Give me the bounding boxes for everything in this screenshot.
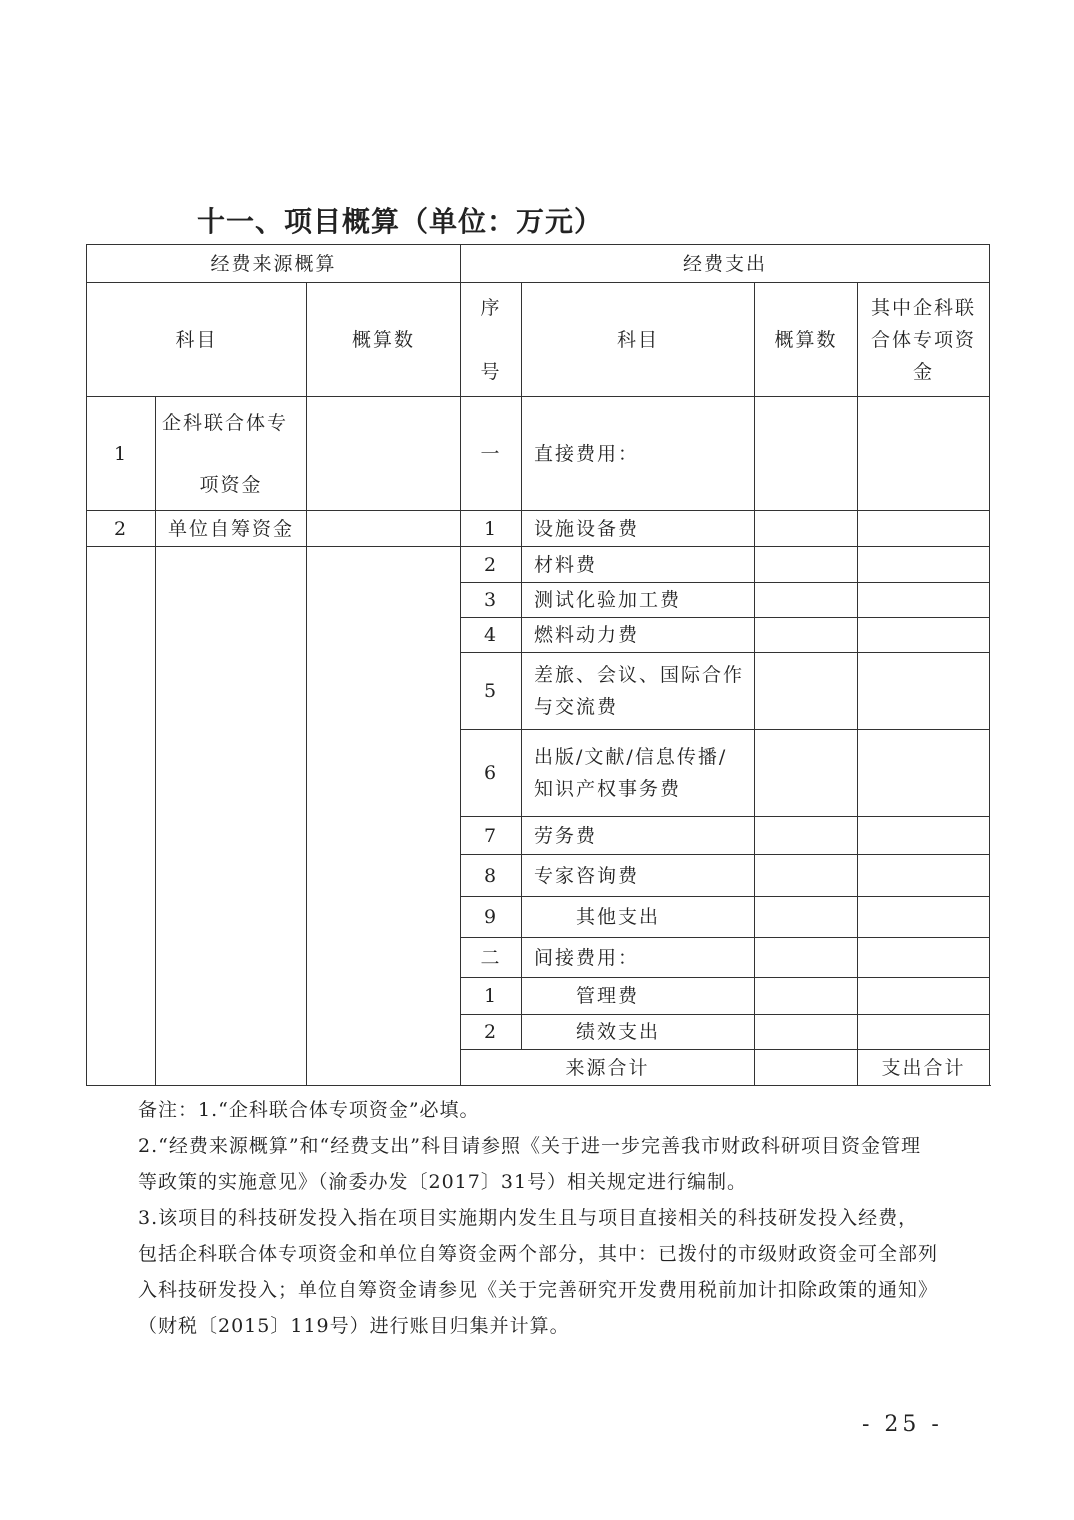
expense-group-header: 经费支出 xyxy=(461,245,990,283)
source-name-line1: 企科联合体专 xyxy=(162,411,289,434)
expense-seq: 4 xyxy=(461,618,522,653)
source-no: 1 xyxy=(87,397,156,511)
expense-seq: 1 xyxy=(461,511,522,547)
expense-amount-header: 概算数 xyxy=(755,283,858,397)
expense-seq: 5 xyxy=(461,653,522,730)
source-name-line2: 项资金 xyxy=(199,473,263,496)
expense-seq: 6 xyxy=(461,730,522,817)
expense-amount[interactable] xyxy=(755,653,858,730)
expense-amount[interactable] xyxy=(755,1015,858,1050)
table-row xyxy=(87,511,990,547)
expense-seq: 2 xyxy=(461,1015,522,1050)
expense-amount[interactable] xyxy=(755,547,858,583)
expense-seq: 1 xyxy=(461,978,522,1015)
note-3: 3.该项目的科技研发投入指在项目实施期内发生且与项目直接相关的科技研发投入经费，包括企科联合体专项资金和单位自筹资金两个部分，其中：已拨付的市级财政资金可全部列入科技研发投入；单位自筹资金请参见《关于完善研究开发费用税前加计扣除政策的通知》（财税〔2015〕119号）进行账目归集并计算。 xyxy=(138,1207,939,1337)
special-fund-amount[interactable] xyxy=(858,547,990,583)
expense-subject-header: 科目 xyxy=(522,283,755,397)
expense-item: 管理费 xyxy=(522,978,755,1015)
special-fund-amount[interactable] xyxy=(858,855,990,897)
source-name xyxy=(156,397,307,511)
source-amount-header: 概算数 xyxy=(307,283,461,397)
source-group-header: 经费来源概算 xyxy=(87,245,461,283)
page-title: 十一、项目概算（单位：万元） xyxy=(197,205,604,238)
expense-amount[interactable] xyxy=(755,855,858,897)
expense-item: 劳务费 xyxy=(522,817,755,855)
special-fund-amount[interactable] xyxy=(858,397,990,511)
special-fund-header: 其中企科联合体专项资金 xyxy=(858,283,990,397)
expense-item: 其他支出 xyxy=(522,897,755,938)
source-total-amount[interactable] xyxy=(755,1050,858,1086)
expense-item: 绩效支出 xyxy=(522,1015,755,1050)
budget-table xyxy=(86,244,990,1086)
expense-amount[interactable] xyxy=(755,938,858,978)
source-subject-header: 科目 xyxy=(87,283,307,397)
table-row xyxy=(87,397,990,511)
table-row xyxy=(87,547,990,583)
expense-seq: 一 xyxy=(461,397,522,511)
source-amount[interactable] xyxy=(307,397,461,511)
seq-header xyxy=(461,283,522,397)
expense-seq: 二 xyxy=(461,938,522,978)
expense-seq: 9 xyxy=(461,897,522,938)
special-fund-amount[interactable] xyxy=(858,511,990,547)
special-fund-amount[interactable] xyxy=(858,978,990,1015)
source-total-label: 来源合计 xyxy=(461,1050,755,1086)
notes xyxy=(138,1092,938,1344)
special-fund-amount[interactable] xyxy=(858,1015,990,1050)
expense-item: 设施设备费 xyxy=(522,511,755,547)
special-fund-amount[interactable] xyxy=(858,583,990,618)
source-name: 单位自筹资金 xyxy=(156,511,307,547)
page-number: - 25 - xyxy=(862,1412,943,1437)
expense-item: 差旅、会议、国际合作与交流费 xyxy=(522,653,755,730)
special-fund-amount[interactable] xyxy=(858,897,990,938)
source-empty-amount[interactable] xyxy=(307,547,461,1086)
expense-seq: 7 xyxy=(461,817,522,855)
expense-amount[interactable] xyxy=(755,583,858,618)
special-fund-amount[interactable] xyxy=(858,730,990,817)
source-empty-no xyxy=(87,547,156,1086)
expense-amount[interactable] xyxy=(755,397,858,511)
seq-header-top: 序 xyxy=(480,296,502,319)
special-fund-amount[interactable] xyxy=(858,618,990,653)
expense-item: 材料费 xyxy=(522,547,755,583)
expense-item: 直接费用： xyxy=(522,397,755,511)
expense-total-label: 支出合计 xyxy=(858,1050,990,1086)
expense-amount[interactable] xyxy=(755,978,858,1015)
special-fund-amount[interactable] xyxy=(858,938,990,978)
expense-item: 专家咨询费 xyxy=(522,855,755,897)
expense-amount[interactable] xyxy=(755,730,858,817)
seq-header-bottom: 号 xyxy=(480,360,502,383)
expense-amount[interactable] xyxy=(755,618,858,653)
expense-item: 出版/文献/信息传播/知识产权事务费 xyxy=(522,730,755,817)
expense-item: 燃料动力费 xyxy=(522,618,755,653)
group-header-row xyxy=(87,245,990,283)
expense-seq: 2 xyxy=(461,547,522,583)
special-fund-amount[interactable] xyxy=(858,653,990,730)
source-empty-name xyxy=(156,547,307,1086)
note-1: 备注：1.“企科联合体专项资金”必填。 xyxy=(138,1099,480,1121)
expense-amount[interactable] xyxy=(755,511,858,547)
expense-amount[interactable] xyxy=(755,817,858,855)
source-amount[interactable] xyxy=(307,511,461,547)
note-2: 2.“经费来源概算”和“经费支出”科目请参照《关于进一步完善我市财政科研项目资金管理等政策的实施意见》（渝委办发〔2017〕31号）相关规定进行编制。 xyxy=(138,1135,921,1193)
source-no: 2 xyxy=(87,511,156,547)
special-fund-amount[interactable] xyxy=(858,817,990,855)
expense-seq: 8 xyxy=(461,855,522,897)
expense-amount[interactable] xyxy=(755,897,858,938)
column-header-row xyxy=(87,283,990,397)
expense-item: 测试化验加工费 xyxy=(522,583,755,618)
expense-seq: 3 xyxy=(461,583,522,618)
expense-item: 间接费用： xyxy=(522,938,755,978)
